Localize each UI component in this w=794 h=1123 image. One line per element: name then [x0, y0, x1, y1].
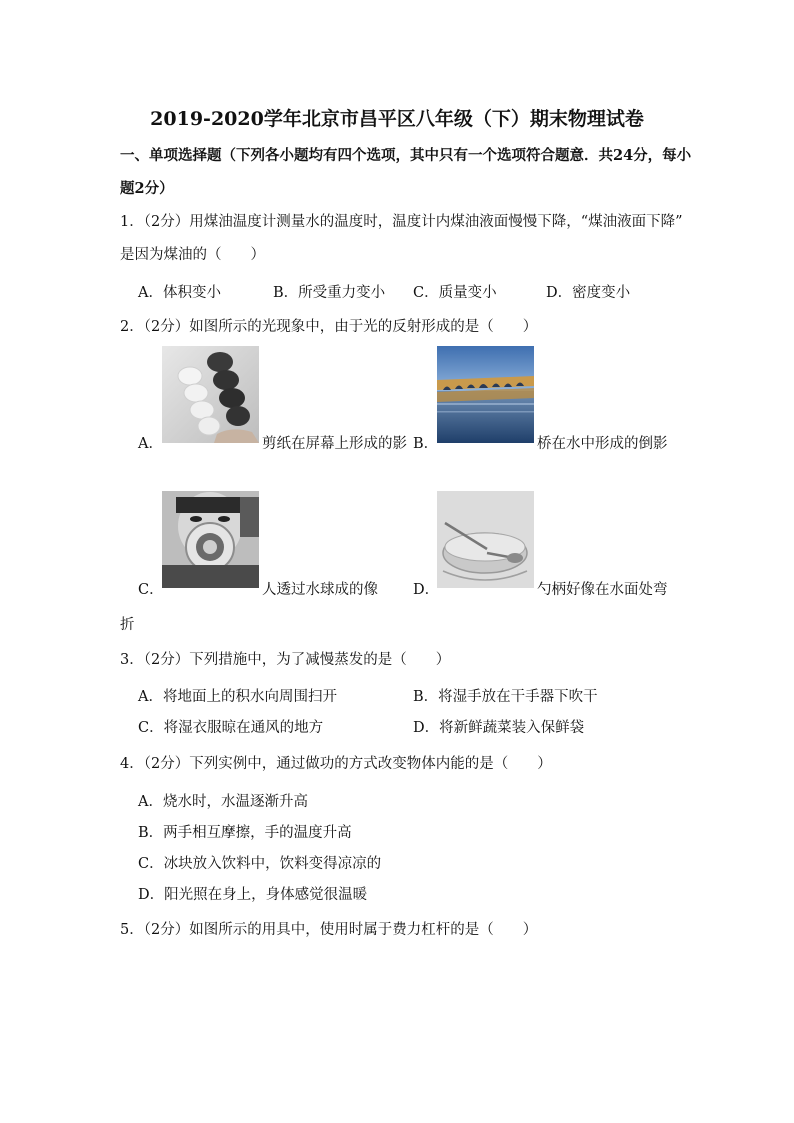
q3-stem: 3．（2分）下列措施中，为了减慢蒸发的是（ ）: [120, 652, 451, 668]
q2-option-b-letter: B．: [413, 436, 439, 452]
q4-option-c: C．冰块放入饮料中，饮料变得凉凉的: [138, 856, 382, 872]
q1-stem-line2: 是因为煤油的（ ）: [120, 247, 265, 263]
q2-option-d-caption-wrap: 折: [120, 617, 135, 633]
q2-option-a-letter: A．: [138, 436, 163, 452]
section-heading-line1: 一、单项选择题（下列各小题均有四个选项，其中只有一个选项符合题意．共24分，每小: [120, 147, 692, 164]
q3-option-a: A．将地面上的积水向周围扫开: [138, 689, 337, 705]
q1-stem-line1: 1．（2分）用煤油温度计测量水的温度时，温度计内煤油液面慢慢下降，“煤油液面下降”: [120, 214, 683, 230]
q3-option-d: D．将新鲜蔬菜装入保鲜袋: [413, 720, 585, 736]
q1-option-c: C．质量变小: [413, 285, 497, 301]
spoon-in-water-photo: [437, 491, 534, 588]
q5-stem: 5．（2分）如图所示的用具中，使用时属于费力杠杆的是（ ）: [120, 922, 538, 938]
page-title: 2019-2020学年北京市昌平区八年级（下）期末物理试卷: [150, 108, 644, 130]
q2-option-b-caption: 桥在水中形成的倒影: [537, 436, 668, 452]
q2-option-d-caption: 勺柄好像在水面处弯: [537, 582, 668, 598]
q1-option-b: B．所受重力变小: [273, 285, 386, 301]
q2-stem: 2．（2分）如图所示的光现象中，由于光的反射形成的是（ ）: [120, 319, 538, 335]
shadow-photo: [162, 346, 259, 443]
q4-stem: 4．（2分）下列实例中，通过做功的方式改变物体内能的是（ ）: [120, 756, 552, 772]
water-ball-photo: [162, 491, 259, 588]
q4-option-a: A．烧水时，水温逐渐升高: [138, 794, 308, 810]
q3-option-b: B．将湿手放在干手器下吹干: [413, 689, 598, 705]
q2-option-d-letter: D．: [413, 582, 440, 598]
q4-option-d: D．阳光照在身上，身体感觉很温暖: [138, 887, 368, 903]
q1-option-a: A．体积变小: [138, 285, 221, 301]
q2-option-a-caption: 剪纸在屏幕上形成的影: [262, 436, 407, 452]
q2-option-c-caption: 人透过水球成的像: [262, 582, 378, 598]
section-heading-line2: 题2分）: [120, 180, 174, 197]
q2-option-c-letter: C．: [138, 582, 164, 598]
q1-option-d: D．密度变小: [546, 285, 631, 301]
q3-option-c: C．将湿衣服晾在通风的地方: [138, 720, 324, 736]
bridge-reflection-photo: [437, 346, 534, 443]
q4-option-b: B．两手相互摩擦，手的温度升高: [138, 825, 352, 841]
